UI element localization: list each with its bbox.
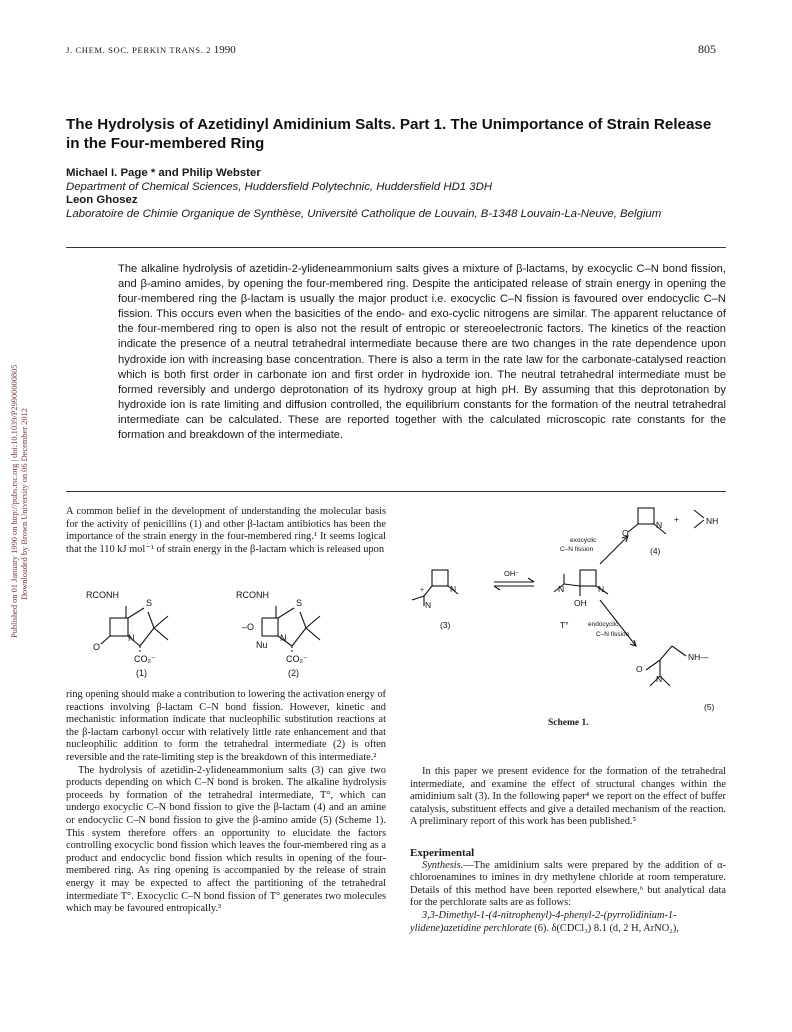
section-heading-experimental: Experimental [410,846,475,859]
sulfur-2: S [296,598,303,608]
sulfur-1: S [146,598,153,608]
carboxylate-1: CO₂⁻ [134,654,156,664]
nitrogen-2: N [280,633,287,643]
right-column [410,766,726,935]
scheme-t0: T° [560,620,569,630]
rule-bottom [66,491,726,492]
scheme-label-5: (5) [704,702,715,712]
label-1: (1) [136,668,147,678]
scheme-nitrogen-t: N [558,584,565,594]
exocyclic-label: exocyclic [570,537,597,544]
author-line-2: Leon Ghosez [66,194,138,206]
publication-note: Published on 01 January 1990 on http://pubs.rsc.org | doi:10.1039/P29900000805 [10,364,19,638]
paragraph-synthesis: —The amidinium salts were prepared by the addition of α-chloroenamines to imines in dry methylene chloride at room temperature. Details of this method have been reported elsewhere,⁶ but analytical data for the perchlorate salts are as follows: [410,859,726,909]
scheme-label-3: (3) [440,620,451,630]
running-head [66,44,236,56]
scheme-nitrogen-5: N [656,674,663,684]
affiliation-2: Laboratoire de Chimie Organique de Synthèse, Université Catholique de Louvain, B-1348 Louvain-La-Neuve, Belgium [66,207,662,220]
sidebar [6,260,28,640]
paragraph-evidence: In this paper we present evidence for the formation of the tetrahedral intermediate, and examine the effect of structural changes within the amidinium salt (3). In the following paper⁴ we report on the effect of buffer catalysis, substituent effects and give a detailed mechanism of the reaction. A preliminary report of this work has been published.⁵ [410,766,726,828]
scheme-oxygen-5: O [636,664,643,674]
scheme-nitrogen-4: N [656,520,663,530]
scheme-plus-3: + [420,587,425,594]
endocyclic-label: endocyclic [588,621,619,628]
rconh-2: RCONH [236,590,269,600]
affiliation-1: Department of Chemical Sciences, Huddersfield Polytechnic, Huddersfield HD1 3DH [66,180,493,193]
oxygen-1: O [93,642,101,652]
oxide-2: –O [242,622,255,632]
download-note: Downloaded by Brown University on 06 December 2012 [20,408,29,600]
paragraph-ring-opening: ring opening should make a contribution to lowering the activation energy of reactions involving β-lactam C–N bond fission. However, kinetic and mechanistic information indicate that nucleophilic substitution reactions at the β-lactam carbonyl occur with relatively little rate enhancement and that nucleophilic addition to form the tetrahedral intermediate (2) is often reversible and the rate-limiting step is the breakdown of this intermediate.² [66,689,386,763]
rule-top [66,247,726,248]
scheme-nitrogen-t2: N [598,584,605,594]
journal-year: 1990 [213,44,236,56]
nitrogen-1: N [128,633,135,643]
label-2: (2) [288,668,299,678]
abstract: The alkaline hydrolysis of azetidin-2-ylideneammonium salts gives a mixture of β-lactams, by exocyclic C–N bond fission, and β-amino amides, by opening the four-membered ring. Despite the anticipated release of strain energy in opening the four-membered ring the β-lactam is usually the major product i.e. exocyclic C–N fission is favoured over endocyclic C–N fission. This occurs even when the basicities of the endo- and exo-cyclic nitrogens are similar. The apparent reluctance of the four-membered ring to open is also not the result of entropic or stereoelectronic factors. The kinetics of the reaction indicate the presence of a neutral tetrahedral intermediate because there are two changes in the rate dependence upon hydroxide ion with increasing base concentration. There is also a term in the rate law for the carbonate-catalysed reaction which is both first order in carbonate ion and first order in hydroxide ion. The neutral tetrahedral intermediate must be formed reversibly and undergo deprotonation of its hydroxy group at high pH. By assuming that this deprotonation by hydroxide ion is rate limiting and diffusion controlled, the equilibrium constants for the formation of the neutral tetrahedral intermediate can be calculated. These are reported together with the calculated microscopic rate constants for the formation and breakdown of the intermediate. [118,263,726,442]
scheme-label-4: (4) [650,546,661,556]
left-column-top [66,506,386,556]
scheme-hydroxy: OH [574,598,587,608]
author-line-1: Michael I. Page * and Philip Webster [66,167,261,179]
carboxylate-2: CO₂⁻ [286,654,308,664]
nucleophile-2: Nu [256,640,268,650]
paragraph-hydrolysis: The hydrolysis of azetidin-2-ylideneammonium salts (3) can give two products depending on which C–N bond is broken. The alkaline hydrolysis proceeds by formation of the tetrahedral intermediate, T°, which can undergo exocyclic C–N bond fission to give the β-lactam (4) and an amine or endocyclic C–N bond fission to give the β-amino amide (5) (Scheme 1). This system therefore offers an opportunity to elucidate the factors controlling exocyclic bond fission which leaves the four-membered ring as a product and endocyclic bond fission which results in opening of the four-membered ring. As ring opening is accompanied by the release of strain energy it may be expected to affect the partitioning of the tetrahedral intermediate T°. Exocyclic C–N bond fission of T° generates two molecules which may be favoured entropically.³ [66,764,386,915]
scheme-caption: Scheme 1. [548,718,589,728]
hydroxide-label: OH⁻ [504,569,520,578]
author-block [66,167,716,221]
scheme-plus: + [674,514,679,524]
left-column-bottom [66,689,386,916]
endo-fission-label: C–N fission [596,631,630,638]
journal-name: J. CHEM. SOC. PERKIN TRANS. 2 [66,45,211,55]
scheme-amine-nh: NH [706,516,719,526]
scheme-1 [410,500,726,715]
synthesis-lead: Synthesis. [422,859,464,871]
article-title: The Hydrolysis of Azetidinyl Amidinium Salts. Part 1. The Unimportance of Strain Release in the Four-membered Ring [66,116,712,152]
structures-1-2 [66,580,386,680]
page-number: 805 [698,42,716,56]
scheme-oxygen-4: O [622,528,629,538]
compound-data: (6). δ(CDCl₃) 8.1 (d, 2 H, ArNO₂), [531,922,679,934]
scheme-nitrogen-3b: N [425,600,432,610]
exo-fission-label: C–N fission [560,546,594,553]
scheme-nitrogen-3: N [450,584,457,594]
paragraph-intro: A common belief in the development of understanding the molecular basis for the activity of penicillins (1) and other β-lactam antibiotics has been the importance of the strain energy in the four-membered ring.¹ It seems logical that the 110 kJ mol⁻¹ of strain energy in the β-lactam which is released upon [66,506,386,555]
scheme-nh-5: NH— [688,652,709,662]
compound-name: 3,3-Dimethyl-1-(4-nitrophenyl)-4-phenyl-2-(pyrrolidinium-1-ylidene)azetidine perchlorate [410,909,677,934]
rconh-1: RCONH [86,590,119,600]
